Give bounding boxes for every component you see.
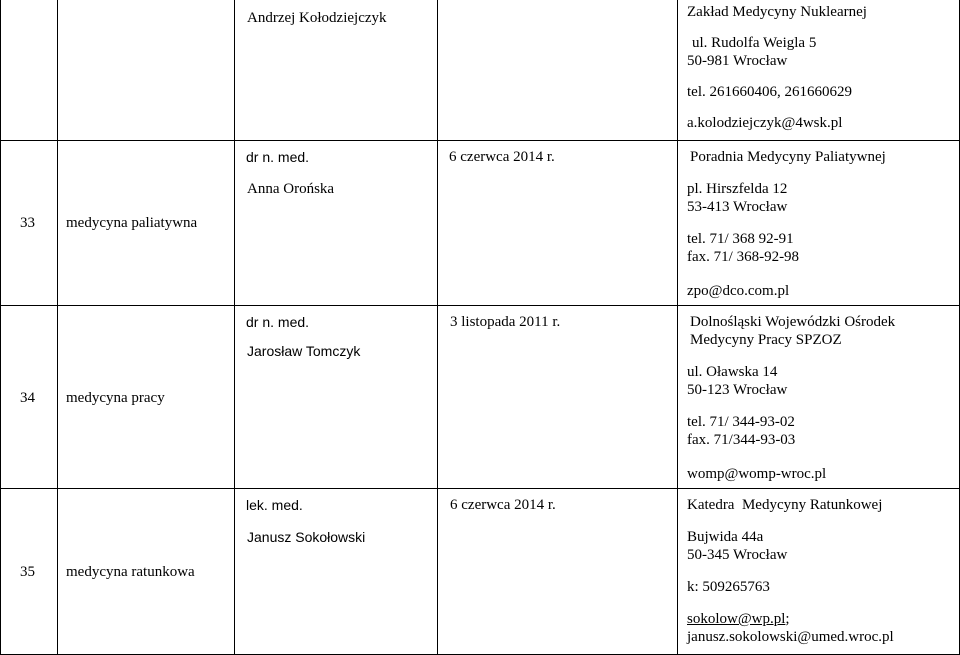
institution-city: 53-413 Wrocław (687, 199, 788, 215)
institution-email-alt[interactable]: janusz.sokolowski@umed.wroc.pl (687, 629, 894, 645)
row-number: 34 (20, 390, 35, 406)
grid-line-h2 (0, 305, 960, 306)
grid-line-v3 (234, 0, 235, 655)
institution-street: Bujwida 44a (687, 529, 764, 545)
institution-phone: tel. 71/ 344-93-02 (687, 414, 795, 430)
institution-name-line1: Dolnośląski Wojewódzki Ośrodek (690, 314, 896, 330)
specialist-name: Andrzej Kołodziejczyk (247, 10, 387, 26)
grid-line-h3 (0, 488, 960, 489)
institution-email[interactable]: womp@womp-wroc.pl (687, 466, 827, 482)
specialist-name: Jarosław Tomczyk (247, 343, 361, 359)
specialty-field: medycyna pracy (66, 390, 165, 406)
institution-street: ul. Oławska 14 (687, 364, 778, 380)
institution-street: pl. Hirszfelda 12 (687, 181, 788, 197)
institution-city: 50-981 Wrocław (687, 53, 788, 69)
institution-fax: fax. 71/344-93-03 (687, 432, 796, 448)
institution-email-line1 (687, 610, 790, 628)
institution-name: Zakład Medycyny Nuklearnej (687, 4, 867, 20)
grid-line-v4 (437, 0, 438, 655)
row-number: 35 (20, 564, 35, 580)
academic-title: lek. med. (246, 497, 303, 513)
email-separator: ; (785, 611, 790, 627)
academic-title: dr n. med. (246, 149, 310, 165)
row-number: 33 (20, 215, 35, 231)
appointment-date: 3 listopada 2011 r. (450, 314, 561, 330)
appointment-date: 6 czerwca 2014 r. (450, 497, 556, 513)
appointment-date: 6 czerwca 2014 r. (449, 149, 555, 165)
specialty-field: medycyna ratunkowa (66, 564, 195, 580)
grid-line-v5 (677, 0, 678, 655)
institution-email-link[interactable]: sokolow@wp.pl (687, 611, 786, 627)
institution-phone: tel. 261660406, 261660629 (687, 84, 852, 100)
institution-fax: fax. 71/ 368-92-98 (687, 249, 800, 265)
institution-name-line2: Medycyny Pracy SPZOZ (690, 332, 842, 348)
grid-line-v2 (57, 0, 58, 655)
institution-email[interactable]: zpo@dco.com.pl (687, 283, 790, 299)
specialist-name: Anna Orońska (247, 181, 335, 197)
specialist-name: Janusz Sokołowski (247, 529, 366, 545)
institution-city: 50-345 Wrocław (687, 547, 788, 563)
institution-phone: tel. 71/ 368 92-91 (687, 231, 794, 247)
institution-email[interactable]: a.kolodziejczyk@4wsk.pl (687, 115, 843, 131)
academic-title: dr n. med. (246, 314, 310, 330)
institution-name: Poradnia Medycyny Paliatywnej (690, 149, 886, 165)
grid-line-h1 (0, 140, 960, 141)
institution-city: 50-123 Wrocław (687, 382, 788, 398)
institution-phone: k: 509265763 (687, 579, 770, 595)
institution-name: Katedra Medycyny Ratunkowej (687, 497, 883, 513)
institution-street: ul. Rudolfa Weigla 5 (692, 35, 817, 51)
grid-line-v1 (0, 0, 1, 655)
specialty-field: medycyna paliatywna (66, 215, 198, 231)
